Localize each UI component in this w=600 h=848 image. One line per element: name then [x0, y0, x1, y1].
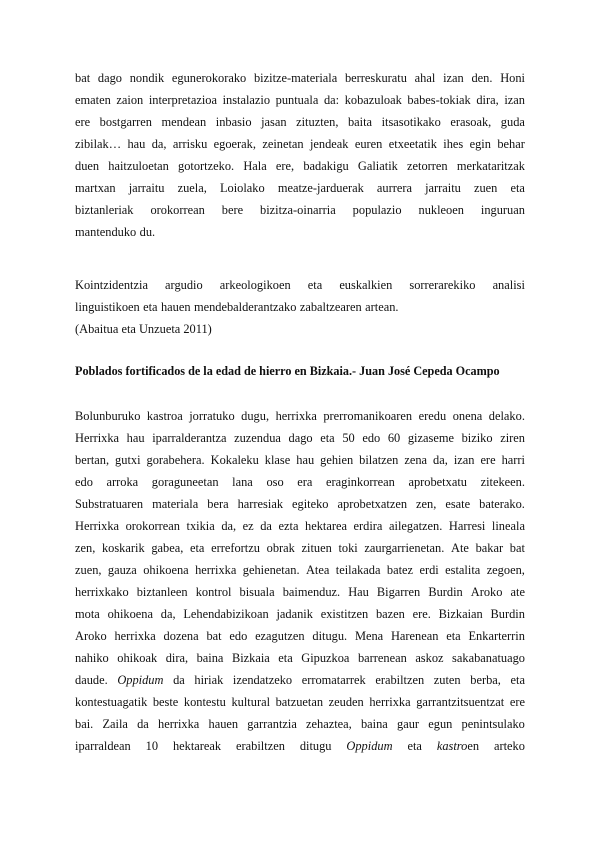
- text-line: martxan jarraitu zuela, Loiolako meatze-jarduerak aurrera jarraitu zuen eta: [75, 181, 525, 195]
- text-line: bertan, gutxi gorabehera. Kokaleku klase hau gehien bilatzen zena da, izan ere harri: [75, 453, 525, 467]
- text-line: Kointzidentzia argudio arkeologikoen eta euskalkien sorrerarekiko analisi: [75, 278, 525, 292]
- text-line: edo arroka goraguneetan lana oso era eraginkorrean aprobetxatu zitekeen.: [75, 475, 525, 489]
- text-line: Herrixka hau iparralderantza zuzendua dago eta 50 edo 60 gizaseme biziko ziren: [75, 431, 525, 445]
- text-line: nahiko ohikoak dira, baina Bizkaia eta Gipuzkoa barrenean askoz sakabanatuago: [75, 651, 525, 665]
- text-line: daude. Oppidum da hiriak izendatzeko erromatarrek erabiltzen zuten berba, eta: [75, 673, 525, 687]
- text-line: biztanleriak orokorrean bere bizitza-oinarria populazio nukleoen inguruan: [75, 203, 525, 217]
- text-line: herrixkako biztanleen kontrol bisuala baimenduz. Hau Bigarren Burdin Aroko ate: [75, 585, 525, 599]
- text-line: kontestuagatik beste kontestu kultural batzuetan zeuden herrixka garrantzitsuentzat ere: [75, 695, 525, 709]
- citation: [75, 318, 525, 340]
- text-line: mantenduko du.: [75, 225, 156, 239]
- text-line: zuen, gauza ohikoena herrixka gehienetan. Atea teilakada batez erdi estalita zegoen,: [75, 563, 525, 577]
- text-line: iparraldean 10 hektareak erabiltzen ditugu Oppidum eta kastroen arteko: [75, 739, 525, 753]
- text-line: duen haitzuloetan gotortzeko. Hala ere, badakigu Galiatik zetorren merkataritzak: [75, 159, 525, 173]
- text-line: linguistikoen eta hauen mendebalderantzako zabaltzearen artean.: [75, 300, 399, 314]
- paragraph-1: [75, 67, 525, 243]
- text-line: ere bostgarren mendean inbasio jasan zituzten, baita itsasotikako erasoak, guda: [75, 115, 525, 129]
- text-line: bai. Zaila da herrixka hauen garrantzia zehaztea, baina gaur egun penintsulako: [75, 717, 525, 731]
- paragraph-3: [75, 405, 525, 757]
- citation-text: (Abaitua eta Unzueta 2011): [75, 322, 212, 336]
- text-line: zibilak… hau da, arrisku egoerak, zeinetan jendeak euren etxeetatik ihes egin behar: [75, 137, 525, 151]
- section-heading: Poblados fortificados de la edad de hierro en Bizkaia.- Juan José Cepeda Ocampo: [75, 364, 500, 378]
- text-line: Herrixka orokorrean txikia da, ez da ezta hektarea erdira ailegatzen. Harresi lineala: [75, 519, 525, 533]
- text-line: zen, koskarik gabea, eta errefortzu obrak zituen toki zaurgarrienetan. Ate bakar bat: [75, 541, 525, 555]
- text-line: ematen zaion interpretazioa instalazio puntuala da: kobazuloak babes-tokiak dira, izan: [75, 93, 525, 107]
- paragraph-2: [75, 274, 525, 318]
- text-line: Bolunburuko kastroa jorratuko dugu, herrixka prerromanikoaren eredu onena delako.: [75, 409, 525, 423]
- text-line: bat dago nondik egunerokorako bizitze-materiala berreskuratu ahal izan den. Honi: [75, 71, 525, 85]
- text-line: Substratuaren materiala bera harresiak egiteko aprobetxatzen zen, esate baterako.: [75, 497, 525, 511]
- text-line: Aroko herrixka dozena bat edo ezagutzen ditugu. Mena Harenean eta Enkarterrin: [75, 629, 525, 643]
- text-line: mota ohikoena da, Lehendabizikoan jadanik existitzen bazen ere. Bizkaian Burdin: [75, 607, 525, 621]
